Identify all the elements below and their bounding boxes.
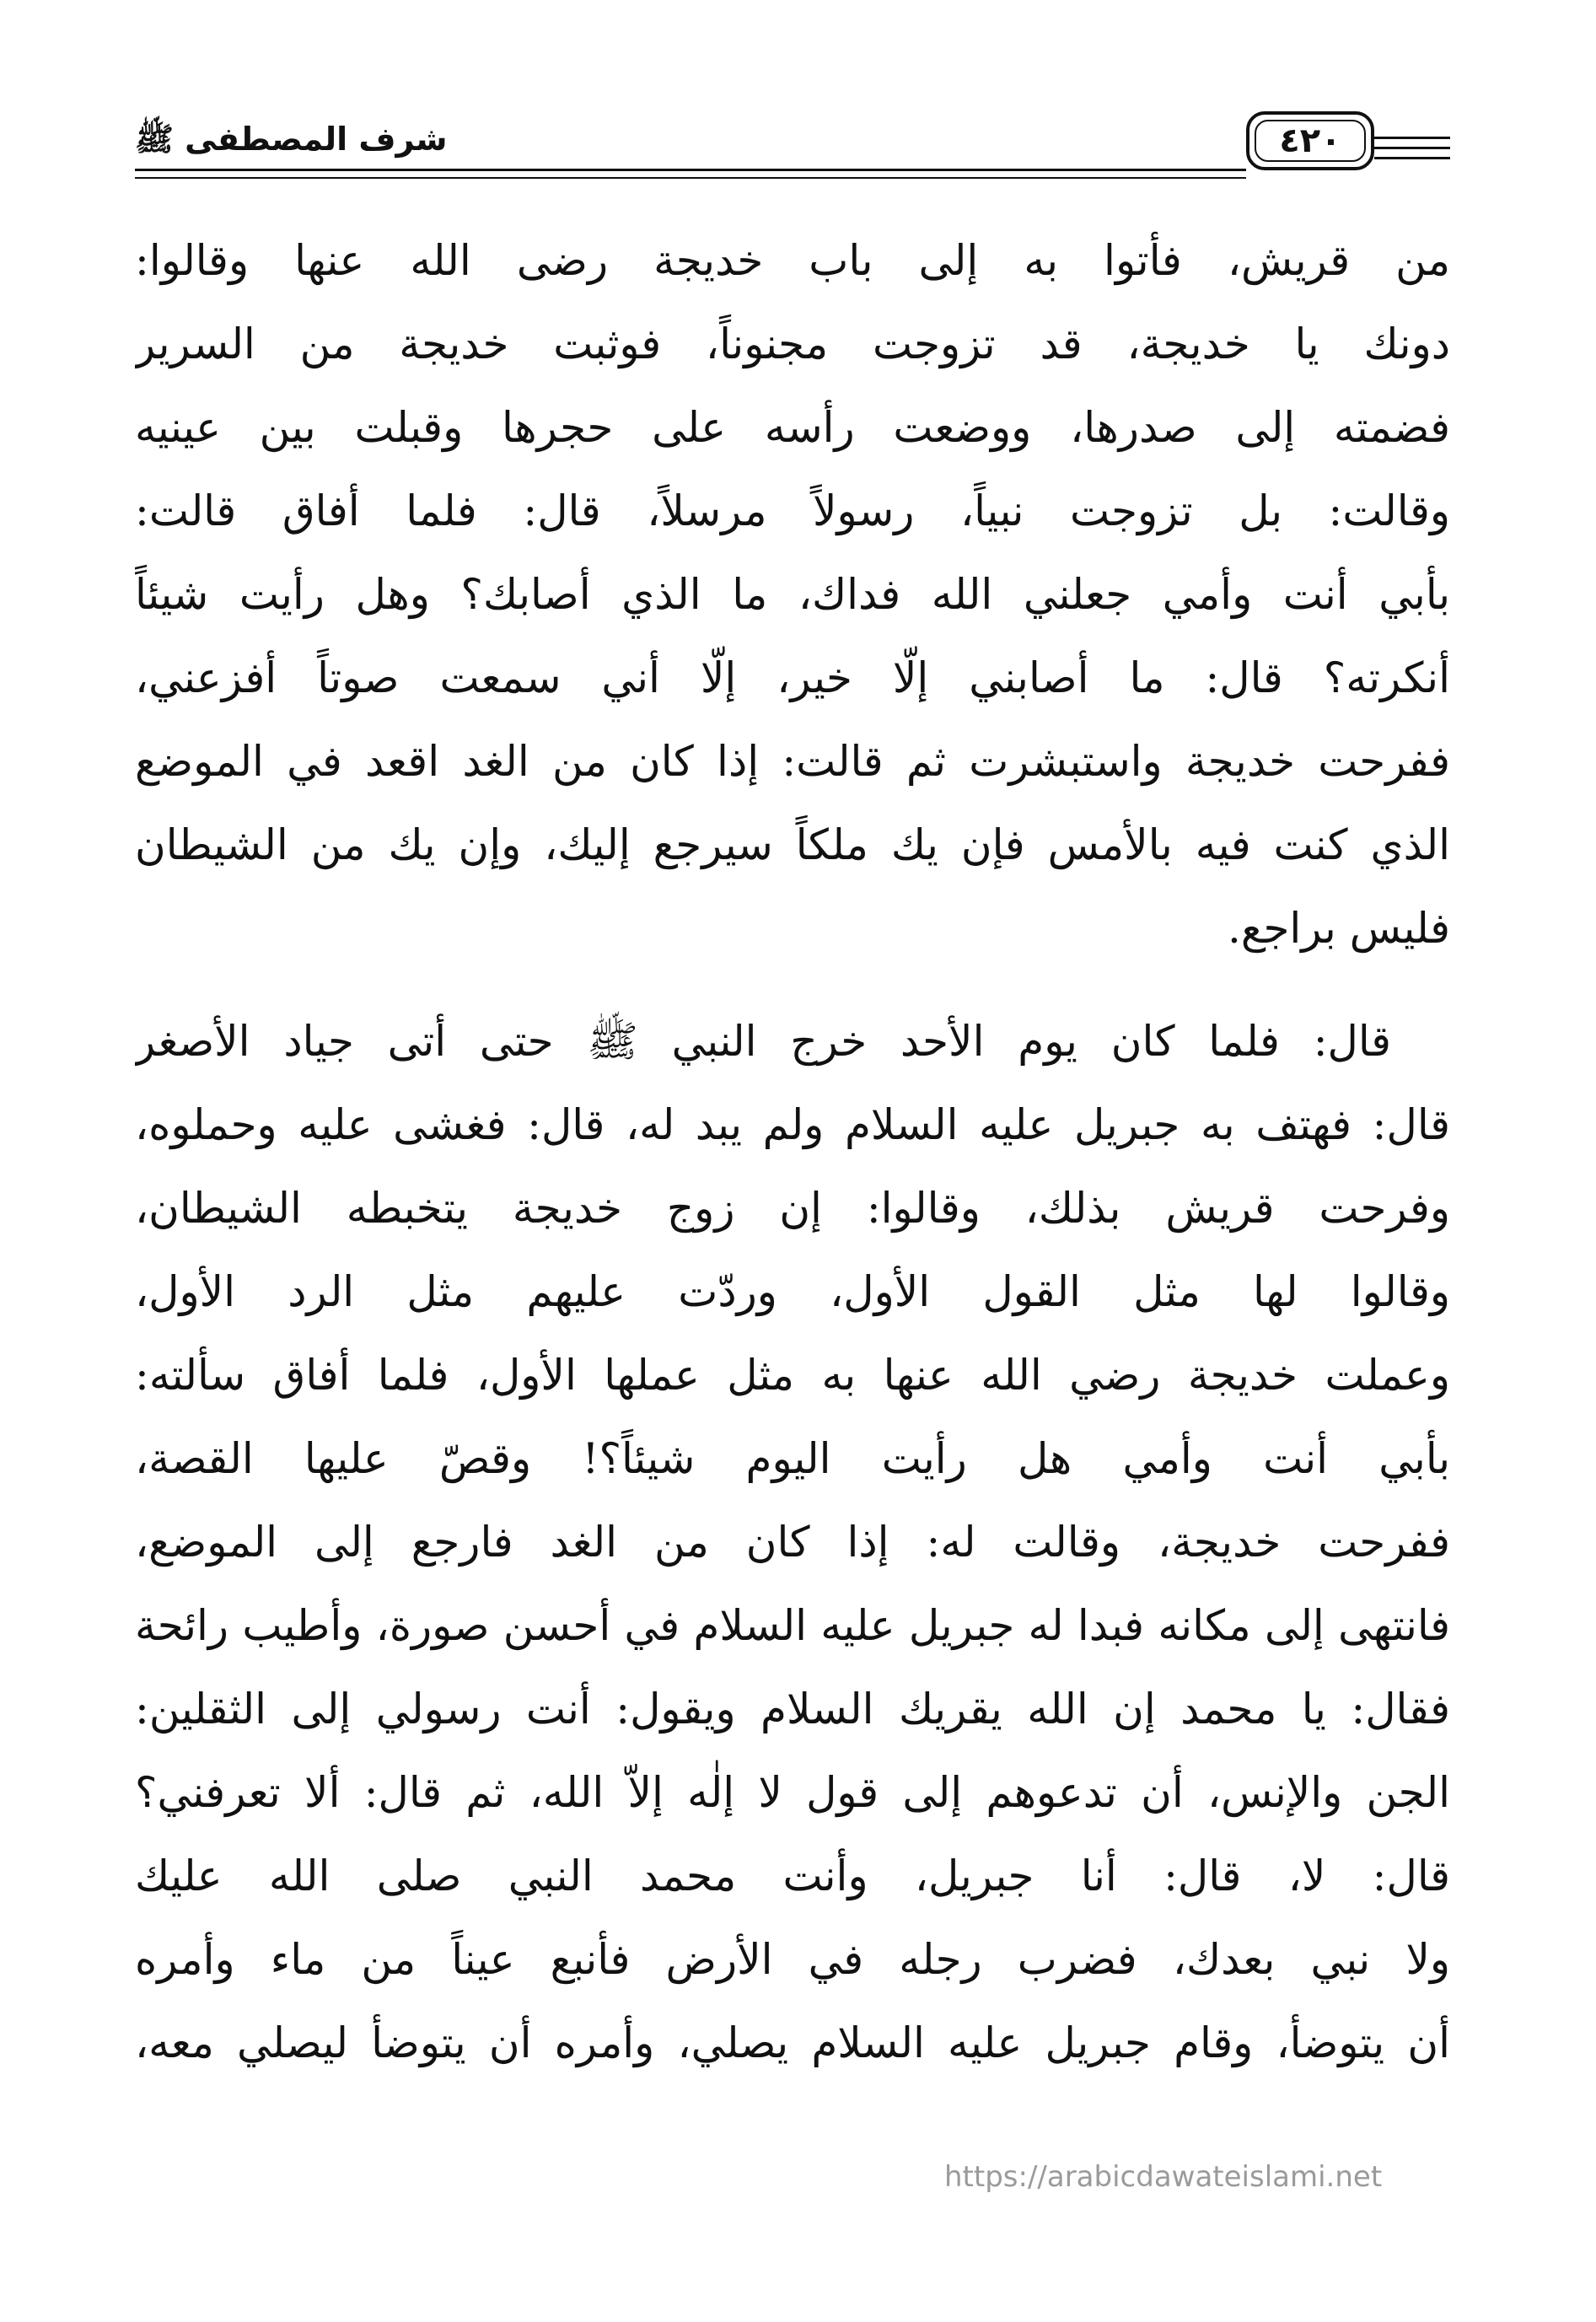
header-rule	[135, 177, 1246, 179]
header-rule	[1374, 147, 1450, 149]
text-line: أن يتوضأ، وقام جبريل عليه السلام يصلي، وأمره أن يتوضأ ليصلي معه،	[135, 2018, 1450, 2067]
text-line: وقالوا لها مثل القول الأول، وردّت عليهم مثل الرد الأول،	[135, 1267, 1450, 1316]
text-line: الذي كنت فيه بالأمس فإن يك ملكاً سيرجع إليك، وإن يك من الشيطان	[135, 820, 1450, 869]
paragraph	[135, 219, 1450, 970]
watermark-url: https://arabicdawateislami.net	[944, 2160, 1383, 2194]
paragraph	[135, 1000, 1450, 2085]
paragraph-gap	[135, 970, 1450, 1000]
text-line: فضمته إلى صدرها، ووضعت رأسه على حجرها وقبلت بين عينيه	[135, 403, 1450, 452]
header-rule	[1374, 137, 1450, 139]
text-line: ولا نبي بعدك، فضرب رجله في الأرض فأنبع عيناً من ماء وأمره	[135, 1935, 1450, 1984]
text-line: فانتهى إلى مكانه فبدا له جبريل عليه السلام في أحسن صورة، وأطيب رائحة	[135, 1601, 1450, 1650]
text-line: بأبي أنت وأمي هل رأيت اليوم شيئاً؟! وقصّ عليها القصة،	[135, 1434, 1450, 1483]
text-line: قال: فلما كان يوم الأحد خرج النبي ﷺ حتى أتى جياد الأصغر	[135, 1017, 1391, 1066]
text-line: قال: فهتف به جبريل عليه السلام ولم يبد له، قال: فغشى عليه وحملوه،	[135, 1100, 1450, 1149]
text-line: وقالت: بل تزوجت نبياً، رسولاً مرسلاً، قال: فلما أفاق قالت:	[135, 486, 1450, 535]
body-text	[135, 219, 1450, 2085]
page-number: ٤٢٠	[1279, 121, 1341, 160]
page-number-frame	[1246, 111, 1374, 170]
book-title: شرف المصطفى ﷺ	[135, 121, 448, 158]
text-line: ففرحت خديجة واستبشرت ثم قالت: إذا كان من الغد اقعد في الموضع	[135, 737, 1450, 786]
page-header	[135, 118, 1450, 185]
text-line: فليس براجع.	[1228, 904, 1450, 953]
text-line: قال: لا، قال: أنا جبريل، وأنت محمد النبي صلى الله عليك	[135, 1852, 1450, 1900]
text-line: دونك يا خديجة، قد تزوجت مجنوناً، فوثبت خديجة من السرير	[135, 320, 1450, 368]
text-line: فقال: يا محمد إن الله يقريك السلام ويقول: أنت رسولي إلى الثقلين:	[135, 1685, 1450, 1733]
text-line: وعملت خديجة رضي الله عنها به مثل عملها الأول، فلما أفاق سألته:	[135, 1351, 1450, 1400]
text-line: بأبي أنت وأمي جعلني الله فداك، ما الذي أصابك؟ وهل رأيت شيئاً	[135, 570, 1450, 619]
text-line: ففرحت خديجة، وقالت له: إذا كان من الغد فارجع إلى الموضع،	[135, 1518, 1450, 1567]
header-rule	[135, 169, 1246, 171]
text-line: أنكرته؟ قال: ما أصابني إلّا خير، إلّا أني سمعت صوتاً أفزعني،	[135, 653, 1450, 702]
text-line: من قريش، فأتوا به إلى باب خديجة رضى الله عنها وقالوا:	[135, 236, 1450, 285]
text-line: وفرحت قريش بذلك، وقالوا: إن زوج خديجة يتخبطه الشيطان،	[135, 1184, 1450, 1233]
header-rule	[1374, 157, 1450, 159]
text-line: الجن والإنس، أن تدعوهم إلى قول لا إلٰه إلاّ الله، ثم قال: ألا تعرفني؟	[135, 1768, 1450, 1817]
